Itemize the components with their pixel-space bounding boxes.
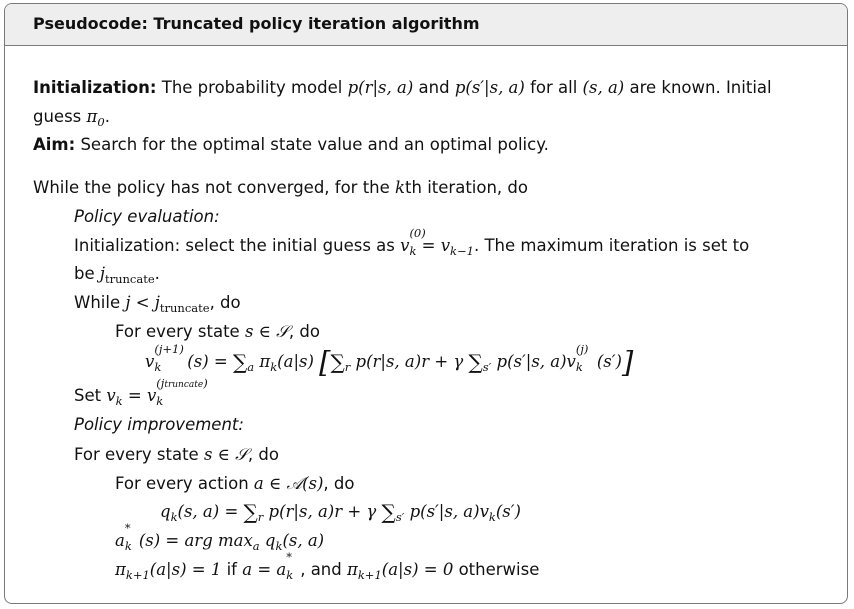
set-vk-eq: = v <box>122 386 157 405</box>
update-vj-sup: (j) <box>575 342 589 356</box>
q-sum-r-sub: r <box>257 510 264 524</box>
pi-update-k1: k+1 <box>125 568 150 582</box>
for-state-1-text: For every state <box>115 322 245 341</box>
while-j-lt: < j <box>130 293 160 312</box>
pe-init-j: j <box>99 264 105 283</box>
for-action-line <box>115 474 354 494</box>
init-forall: for all <box>524 78 583 97</box>
q-t3: (s′) <box>495 502 521 521</box>
init-pr: p(r|s, a) <box>347 78 414 97</box>
pi-update-and: , and <box>300 560 347 579</box>
for-state-2-text-b: , do <box>247 445 279 464</box>
update-sum-r-sub: r <box>344 360 351 374</box>
q-q: q <box>160 502 171 521</box>
pi-update-k1b: k+1 <box>357 568 382 582</box>
init-and: and <box>413 78 455 97</box>
pe-init-dot: . <box>154 264 160 283</box>
while-k: k <box>395 178 406 197</box>
pe-init-trunc: truncate <box>105 272 155 286</box>
while-text-a: While the policy has not converged, for the <box>33 178 396 197</box>
argmax-qk: k <box>275 539 283 553</box>
for-state-line-2 <box>74 445 279 465</box>
for-state-1-text-b: , do <box>288 322 320 341</box>
init-label: Initialization: <box>33 78 157 97</box>
policy-improvement-label: Policy improvement: <box>74 415 244 434</box>
pi-update-pi2: π <box>346 560 358 579</box>
update-right-bracket-icon: ] <box>621 345 634 379</box>
set-vk-scripts <box>156 376 208 408</box>
pe-init-eq: = v <box>416 236 451 255</box>
aim-label: Aim: <box>33 135 76 154</box>
while-line <box>33 178 528 198</box>
q-equation <box>160 502 521 527</box>
pe-init-km1: k−1 <box>450 244 474 258</box>
q-t2: p(s′|s, a)v <box>404 502 489 521</box>
while-j-text-b: , do <box>209 293 241 312</box>
init-pi0-dot: . <box>104 107 110 126</box>
argmax-star: * <box>124 521 131 535</box>
set-vk-v: v <box>106 386 116 405</box>
for-action-expr: a ∈ 𝒜(s) <box>253 474 324 493</box>
q-k: k <box>170 510 178 524</box>
init-line <box>33 78 772 98</box>
update-v-scripts <box>154 342 184 374</box>
argmax-a-scripts <box>124 521 132 553</box>
update-pi: π <box>254 352 271 371</box>
update-sum-r-icon: ∑ <box>330 350 345 374</box>
while-j-line <box>74 293 241 318</box>
aim-line <box>33 135 549 155</box>
argmax-equation <box>115 521 325 556</box>
update-sum-a-sub: a <box>247 360 255 374</box>
pe-init-text-b: . The maximum iteration is set to <box>473 236 750 255</box>
update-arg: (s) = <box>187 352 233 371</box>
init-pi0-sub: 0 <box>97 115 105 129</box>
init-known: are known. Initial <box>624 78 772 97</box>
policy-evaluation-label: Policy evaluation: <box>74 207 220 226</box>
update-vj-scripts <box>575 342 589 374</box>
pi-update-a-scripts <box>286 550 294 582</box>
init-text1: The probability model <box>156 78 348 97</box>
update-vj-sub: k <box>575 360 583 374</box>
q-sum-sp-sub: s′ <box>395 510 405 524</box>
argmax-k: k <box>124 539 132 553</box>
q-sum-r-icon: ∑ <box>243 500 258 524</box>
update-psp: p(s′|s, a)v <box>491 352 576 371</box>
while-text-b: th iteration, do <box>405 178 528 197</box>
pe-init-text-c: be <box>74 264 100 283</box>
update-v: v <box>145 352 155 371</box>
update-sum-sp-icon: ∑ <box>468 350 483 374</box>
argmax-rhs: (s, a) <box>282 531 325 550</box>
q-vk: k <box>488 510 496 524</box>
q-t1: p(r|s, a)r + γ <box>263 502 382 521</box>
q-lhs: (s, a) = <box>177 502 244 521</box>
pi-update-t1: (a|s) = 1 <box>149 560 222 579</box>
while-j-text: While <box>74 293 126 312</box>
pi-update-t2: (a|s) = 0 <box>381 560 454 579</box>
for-state-line-1 <box>115 322 320 342</box>
pe-init-line <box>74 226 750 261</box>
for-state-2-expr: s ∈ 𝒮 <box>203 445 248 464</box>
set-vk-sup-close: ) <box>203 376 208 390</box>
update-sum-sp-sub: s′ <box>482 360 492 374</box>
set-vk-k: k <box>115 394 123 408</box>
set-vk-sup-trunc: truncate <box>164 380 204 390</box>
set-vk-line <box>74 376 208 411</box>
pe-init-line-2 <box>74 264 160 289</box>
for-action-text-b: , do <box>323 474 355 493</box>
update-sum-a-icon: ∑ <box>232 350 248 374</box>
update-equation <box>145 342 634 379</box>
argmax-a: a <box>115 531 125 550</box>
update-prsa: p(r|s, a)r + γ <box>350 352 469 371</box>
pi-update-a-eq: a = a <box>242 560 287 579</box>
pe-init-sub: k <box>409 244 417 258</box>
argmax-sub-a: a <box>252 539 260 553</box>
pe-init-text: Initialization: select the initial guess as <box>74 236 401 255</box>
init-sa: (s, a) <box>582 78 625 97</box>
argmax-lhs: (s) = arg max <box>138 531 253 550</box>
pe-init-v: v <box>400 236 410 255</box>
pseudocode-box <box>4 3 848 604</box>
pi-update-star: * <box>286 550 292 564</box>
update-sub: k <box>154 360 162 374</box>
set-vk-sup-j: (j <box>156 376 165 390</box>
pi-update-line <box>115 550 540 585</box>
set-vk-sup <box>156 377 207 391</box>
for-state-1-expr: s ∈ 𝒮 <box>244 322 289 341</box>
argmax-q: q <box>259 531 276 550</box>
q-sum-sp-icon: ∑ <box>381 500 396 524</box>
pe-init-v-scripts <box>409 226 426 258</box>
init-line-2 <box>33 107 110 132</box>
pi-update-if: if <box>221 560 243 579</box>
while-j-j: j <box>125 293 131 312</box>
init-ps: p(s′|s, a) <box>454 78 525 97</box>
init-pi0-base: π <box>86 107 98 126</box>
set-vk-text: Set <box>74 386 107 405</box>
pseudocode-body <box>5 46 847 603</box>
set-vk-sub: k <box>156 394 164 408</box>
aim-text: Search for the optimal state value and an optimal policy. <box>75 135 549 154</box>
update-pi-k: k <box>270 360 278 374</box>
while-j-trunc: truncate <box>159 301 210 315</box>
pe-init-sup: (0) <box>409 226 426 240</box>
for-state-2-text: For every state <box>74 445 204 464</box>
update-sup: (j+1) <box>154 342 184 356</box>
update-pi-as: (a|s) <box>277 352 320 371</box>
pi-update-ak: k <box>286 568 294 582</box>
init-guess: guess <box>33 107 87 126</box>
update-left-bracket-icon: [ <box>319 345 331 379</box>
for-action-text: For every action <box>115 474 254 493</box>
pseudocode-title: Pseudocode: Truncated policy iteration algorithm <box>5 4 847 46</box>
update-vsp: (s′) <box>596 352 622 371</box>
pi-update-pi: π <box>115 560 126 579</box>
pi-update-otherwise: otherwise <box>453 560 540 579</box>
